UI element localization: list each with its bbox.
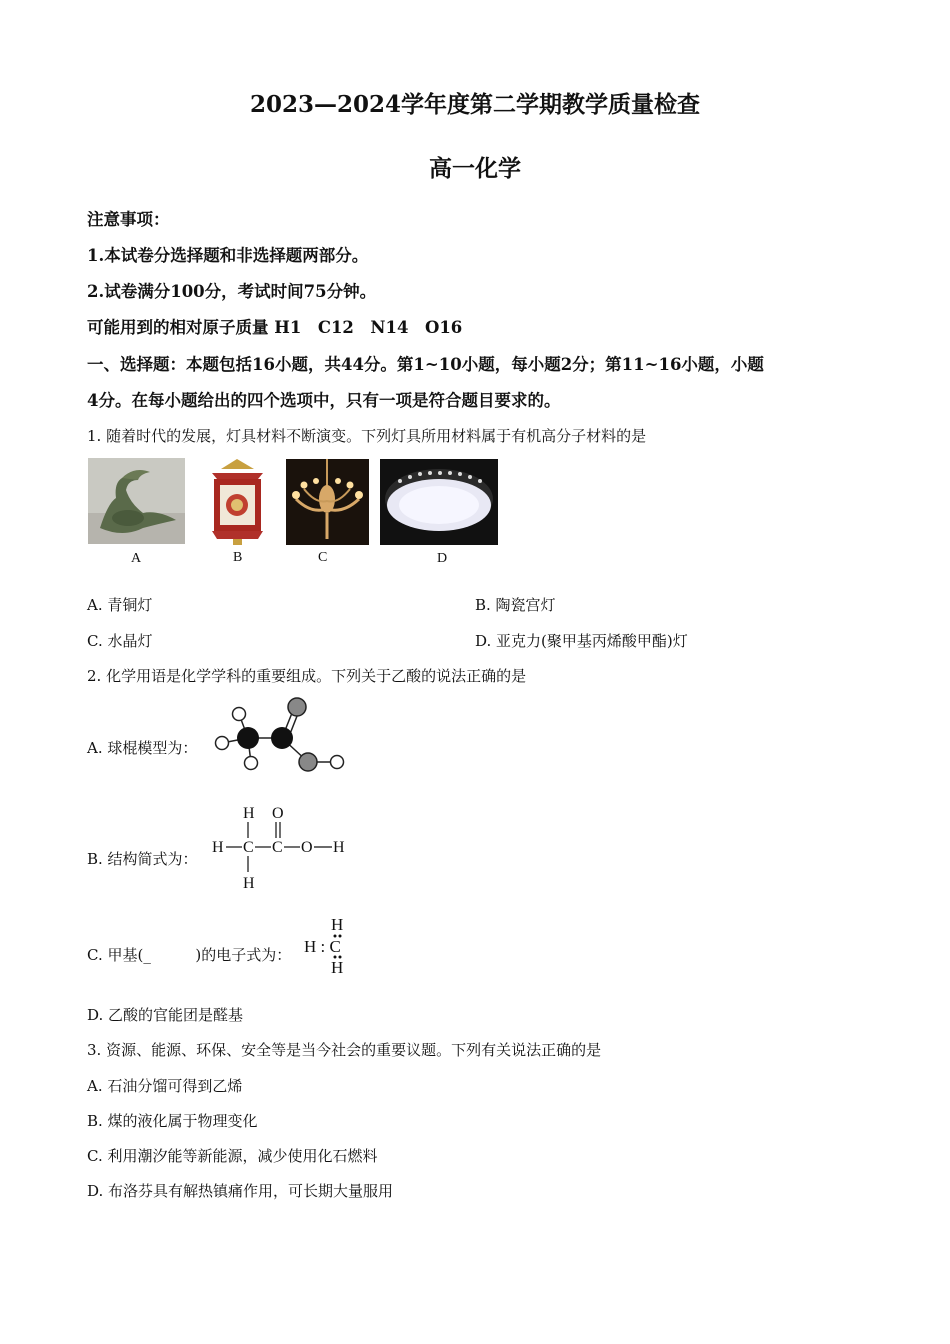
q1-option-b: B. 陶瓷宫灯 — [475, 596, 556, 614]
formula-h-right: H — [333, 839, 345, 856]
q1-image-label-b: B — [233, 550, 243, 565]
page-subtitle: 高一化学 — [429, 155, 521, 182]
electron-h-bottom: H — [331, 958, 344, 977]
notice-item-2: 2.试卷满分100分，考试时间75分钟。 — [87, 282, 377, 301]
q3-option-a: A. 石油分馏可得到乙烯 — [87, 1077, 243, 1095]
q1-option-d: D. 亚克力(聚甲基丙烯酸甲酯)灯 — [475, 632, 688, 650]
q2-option-b: B. 结构简式为： — [87, 850, 198, 868]
q2-option-c — [87, 944, 291, 965]
q2-option-c-pre: C. 甲基( — [87, 946, 144, 964]
acrylic-lamp-image — [380, 459, 498, 545]
q3-stem: 3. 资源、能源、环保、安全等是当今社会的重要议题。下列有关说法正确的是 — [87, 1041, 602, 1059]
formula-o-top: O — [272, 805, 284, 822]
q2-stem: 2. 化学用语是化学学科的重要组成。下列关于乙酸的说法正确的是 — [87, 667, 527, 685]
q2-option-c-blank: _ — [143, 946, 151, 964]
q3-option-d: D. 布洛芬具有解热镇痛作用，可长期大量服用 — [87, 1182, 394, 1200]
notice-item-1: 1.本试卷分选择题和非选择题两部分。 — [87, 246, 369, 265]
q1-option-c: C. 水晶灯 — [87, 632, 153, 650]
electron-h-mid: H : C — [304, 937, 341, 956]
ball-stick-model — [208, 696, 352, 778]
q2-option-c-post: )的电子式为： — [195, 946, 292, 964]
q1-image-label-c: C — [318, 550, 328, 565]
notice-heading: 注意事项： — [87, 210, 170, 229]
page-title: 2023—2024学年度第二学期教学质量检查 — [249, 91, 701, 118]
q1-image-label-d: D — [437, 551, 448, 566]
formula-c2: C — [272, 839, 283, 856]
porcelain-lamp-image — [204, 457, 271, 545]
section-instructions-line2: 4分。在每小题给出的四个选项中，只有一项是符合题目要求的。 — [87, 391, 561, 410]
electron-h-top: H — [331, 915, 344, 934]
formula-c1: C — [243, 839, 254, 856]
q2-option-d: D. 乙酸的官能团是醛基 — [87, 1006, 244, 1024]
formula-h-top: H — [243, 805, 255, 822]
section-instructions-line1: 一、选择题：本题包括16小题，共44分。第1~10小题，每小题2分；第11~16小题，小题 — [87, 355, 764, 374]
bronze-lamp-image — [88, 458, 185, 544]
q1-image-label-a: A — [131, 551, 142, 566]
structural-formula — [208, 802, 354, 894]
q1-stem: 1. 随着时代的发展，灯具材料不断演变。下列灯具所用材料属于有机高分子材料的是 — [87, 427, 647, 445]
q3-option-b: B. 煤的液化属于物理变化 — [87, 1112, 258, 1130]
q1-option-a: A. 青铜灯 — [87, 596, 153, 614]
formula-h-left: H — [212, 839, 224, 856]
crystal-chandelier-image — [286, 459, 369, 545]
formula-h-bottom: H — [243, 875, 255, 892]
atomic-masses: 可能用到的相对原子质量 H1 C12 N14 O16 — [87, 318, 463, 337]
formula-o-right: O — [301, 839, 313, 856]
electron-formula — [302, 912, 356, 978]
q3-option-c: C. 利用潮汐能等新能源，减少使用化石燃料 — [87, 1147, 378, 1165]
q2-option-a: A. 球棍模型为： — [87, 739, 198, 757]
